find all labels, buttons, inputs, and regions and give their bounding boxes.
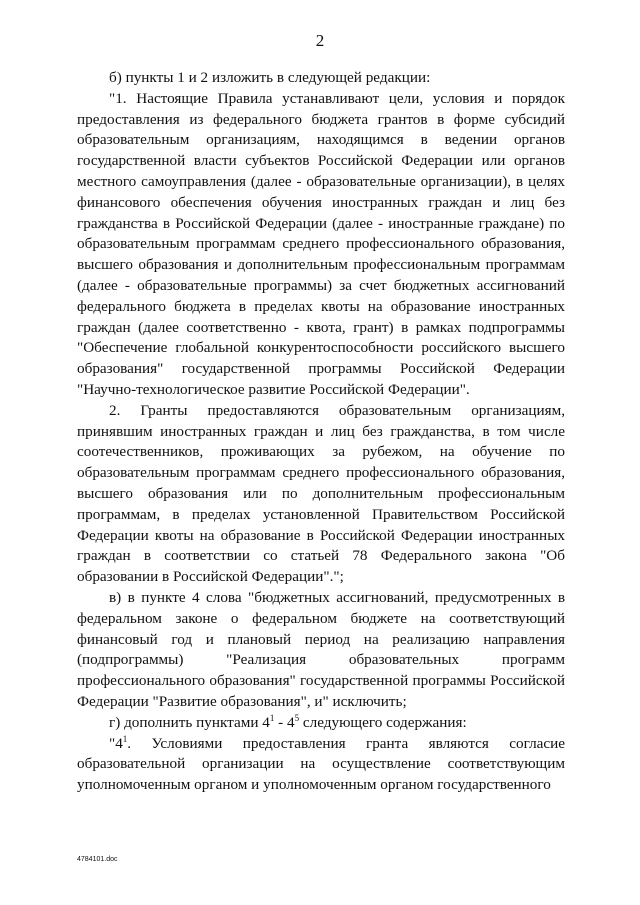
superscript: 1 bbox=[269, 712, 275, 723]
paragraph-item-g-text: г) дополнить пунктами 4 bbox=[109, 713, 270, 731]
paragraph-rule-4-1-text: . Условиями предоставления гранта являются согласие образовательной организации на осуществление соответствующим уполномоченным органом и уполномоченным органом государственного bbox=[77, 734, 565, 794]
paragraph-rule-4-1 bbox=[77, 734, 565, 796]
paragraph-item-b: б) пункты 1 и 2 изложить в следующей редакции: bbox=[109, 69, 431, 86]
footer-filename: 4784101.doc bbox=[77, 856, 118, 863]
document-body bbox=[77, 68, 565, 796]
paragraph-item-g-tail: следующего содержания: bbox=[299, 713, 467, 731]
paragraph-rule-4-1-number: "4 bbox=[109, 734, 123, 752]
superscript: 1 bbox=[122, 733, 128, 744]
superscript: 5 bbox=[294, 712, 300, 723]
paragraph-item-g bbox=[77, 713, 565, 734]
paragraph-rule-1: "1. Настоящие Правила устанавливают цели, условия и порядок предоставления из федерального бюджета грантов в форме субсидий образовательным организациям, находящимся в ведении органов государственной власти субъектов Российской Федерации или органов местного самоуправления (далее - образовательные организации), в целях финансового обеспечения обучения иностранных граждан и лиц без гражданства в Российской Федерации (далее - иностранные граждане) по образовательным программам среднего профессионального образования, высшего образования и дополнительным профессиональным программам (далее - образовательные программы) за счет бюджетных ассигнований федерального бюджета в пределах квоты на образование иностранных граждан (далее соответственно - квота, грант) в рамках подпрограммы "Обеспечение глобальной конкурентоспособности российского высшего образования" государственной программы Российской Федерации "Научно-технологическое развитие Российской Федерации". bbox=[77, 89, 565, 398]
paragraph-item-v: в) в пункте 4 слова "бюджетных ассигнований, предусмотренных в федеральном законе о федеральном бюджете на соответствующий финансовый год и плановый период на реализацию направления (подпрограммы) "Реализация образовательных программ профессионального образования" государственной программы Российской Федерации "Развитие образования", и" исключить; bbox=[77, 588, 565, 710]
paragraph-rule-2: 2. Гранты предоставляются образовательным организациям, принявшим иностранных граждан и лиц без гражданства, в том числе соотечественников, проживающих за рубежом, на обучение по образовательным программам среднего профессионального образования, высшего образования или по дополнительным профессиональным программам, в пределах установленной Правительством Российской Федерации квоты на образование в Российской Федерации иностранных граждан в соответствии со статьей 78 Федерального закона "Об образовании в Российской Федерации"."; bbox=[77, 401, 565, 586]
page-number: 2 bbox=[315, 31, 325, 50]
paragraph-item-g-range: - 4 bbox=[274, 713, 295, 731]
